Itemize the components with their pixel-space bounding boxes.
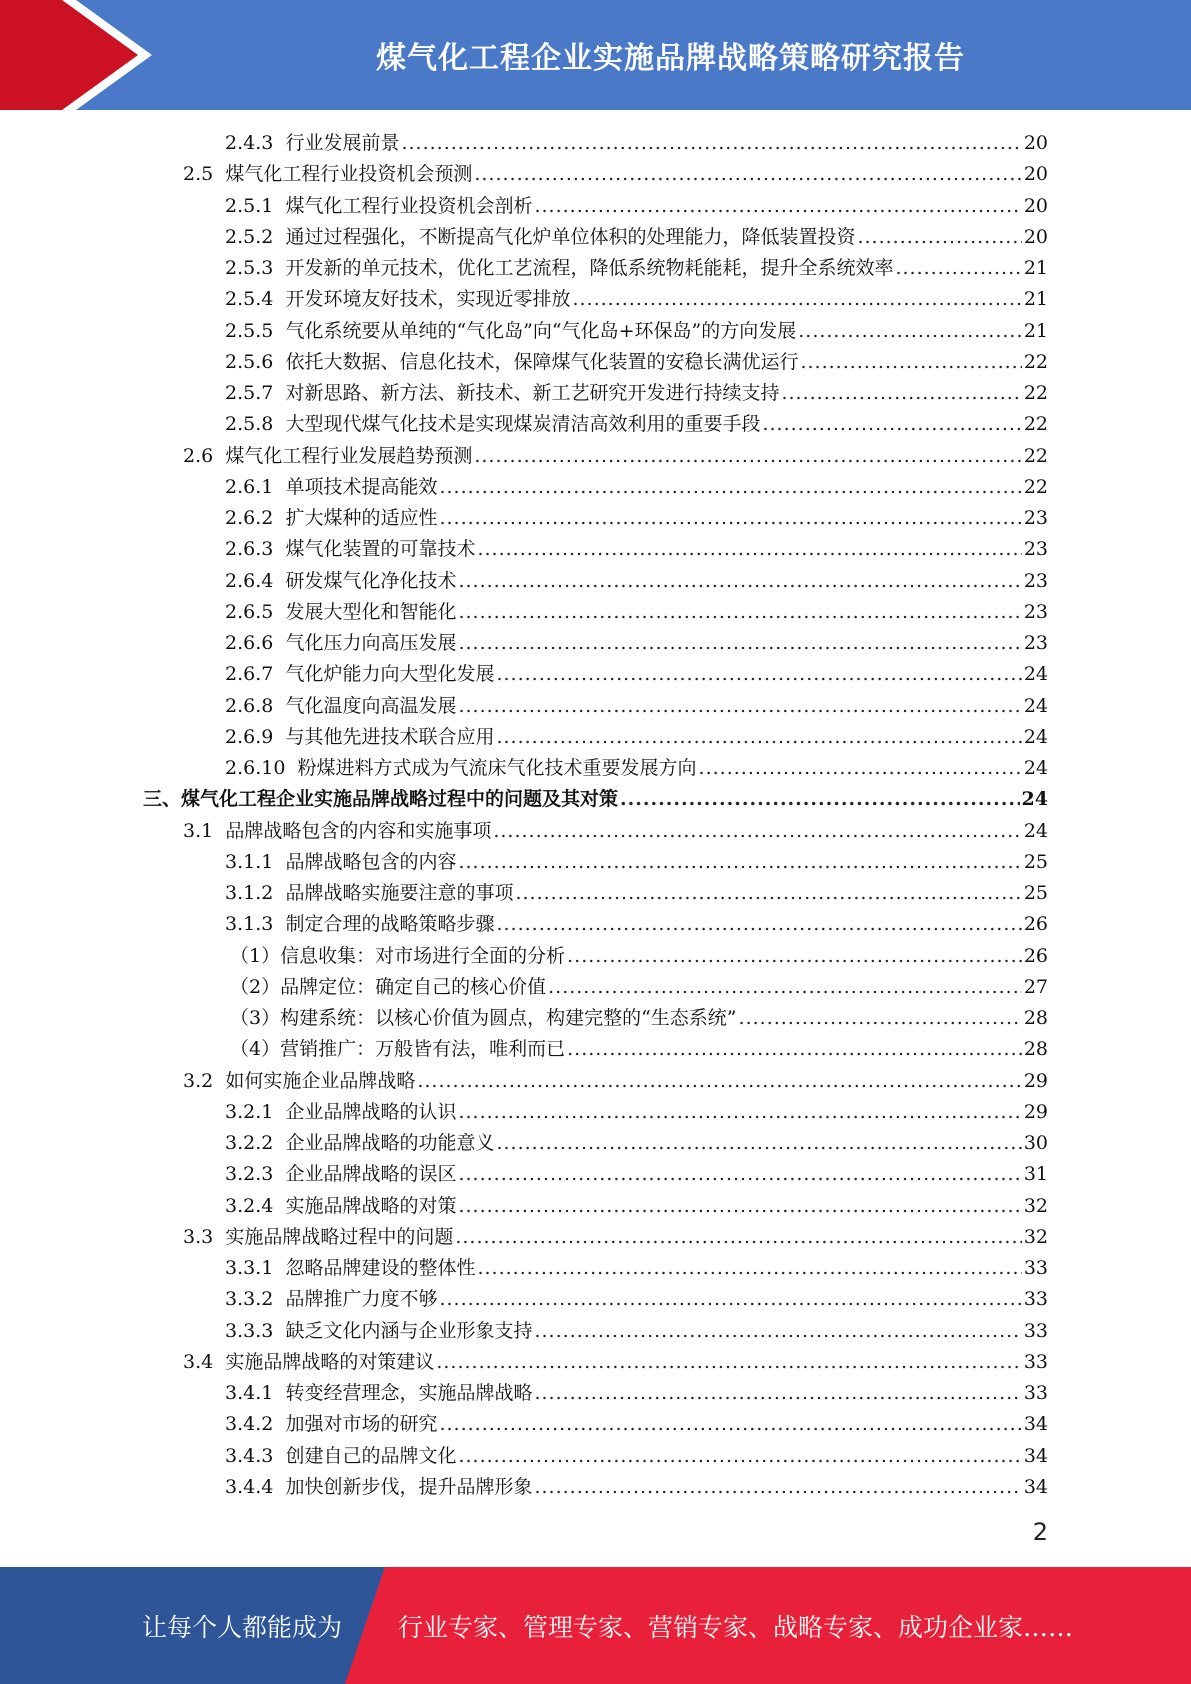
toc-entry-page: 26: [1023, 944, 1048, 967]
page-number: 2: [1032, 1518, 1048, 1546]
toc-entry-page: 24: [1023, 694, 1048, 717]
toc-entry-number: 3.4: [183, 1350, 214, 1373]
toc-entry-title: 研发煤气化净化技术: [285, 569, 457, 592]
toc-leader-dots: [620, 784, 1020, 815]
toc-entry-title: 扩大煤种的适应性: [285, 507, 438, 529]
toc-entry-number: 2.5.2: [225, 225, 274, 248]
toc-entry-number: 2.5.6: [225, 350, 274, 373]
toc-entry[interactable]: [225, 316, 1048, 347]
toc-entry-gap: [273, 659, 285, 690]
toc-entry[interactable]: [225, 566, 1048, 597]
toc-entry-page: 27: [1023, 975, 1048, 998]
toc-entry-title: 对新思路、新方法、新技术、新工艺研究开发进行持续支持: [285, 382, 780, 404]
toc-entry-page: 32: [1023, 1194, 1048, 1217]
toc-entry-number: 2.6.4: [225, 569, 274, 592]
toc-entry-number: 2.5.5: [225, 319, 274, 342]
toc-leader-dots: [496, 909, 1021, 940]
toc-leader-dots: [534, 1316, 1021, 1347]
toc-entry-page: 24: [1023, 819, 1048, 842]
toc-entry-page: 34: [1023, 1475, 1048, 1498]
footer-banner: [0, 1567, 1191, 1684]
toc-entry-number: 2.5.1: [225, 194, 274, 217]
toc-entry-gap: [273, 347, 285, 378]
document-title: 煤气化工程企业实施品牌战略策略研究报告: [376, 41, 965, 76]
toc-entry-title: 开发环境友好技术，实现近零排放: [285, 288, 571, 311]
toc-entry-number: 2.6.1: [225, 475, 274, 498]
toc-entry[interactable]: [225, 191, 1048, 222]
toc-entry-number: 2.6.7: [225, 663, 274, 686]
toc-entry-page: 23: [1023, 632, 1048, 654]
toc-entry-number: （1）: [230, 944, 281, 967]
toc-entry-number: 3.2.3: [225, 1163, 274, 1186]
toc-entry-gap: [273, 128, 285, 159]
toc-entry-number: 3.1.2: [225, 882, 274, 904]
toc-leader-dots: [477, 1253, 1021, 1284]
toc-leader-dots: [895, 253, 1021, 284]
toc-entry-title: 转变经营理念，实施品牌战略: [285, 1382, 533, 1404]
toc-entry-title: 创建自己的品牌文化: [285, 1444, 457, 1467]
toc-leader-dots: [496, 722, 1021, 753]
toc-entry-number: 2.6.2: [225, 507, 274, 529]
toc-entry-page: 34: [1023, 1444, 1048, 1467]
toc-entry-page: 28: [1023, 1007, 1048, 1029]
toc-entry[interactable]: [225, 1316, 1048, 1347]
toc-entry-gap: [273, 1409, 285, 1440]
toc-entry-gap: [273, 1284, 285, 1315]
toc-entry-title: 发展大型化和智能化: [285, 600, 457, 623]
toc-entry[interactable]: [225, 597, 1048, 628]
toc-leader-dots: [567, 1034, 1022, 1065]
toc-entry-number: （4）: [230, 1038, 281, 1061]
toc-entry-gap: [273, 409, 285, 440]
toc-entry-gap: [213, 159, 225, 190]
toc-leader-dots: [417, 1066, 1021, 1097]
toc-entry-page: 20: [1023, 132, 1048, 154]
toc-entry[interactable]: [183, 159, 1048, 190]
toc-entry[interactable]: [230, 1003, 1048, 1034]
toc-entry[interactable]: [230, 941, 1048, 972]
toc-entry-gap: [273, 847, 285, 878]
toc-entry-gap: [273, 597, 285, 628]
toc-entry-number: （2）: [230, 975, 281, 998]
toc-leader-dots: [762, 409, 1021, 440]
toc-entry-number: 2.6.8: [225, 694, 274, 717]
toc-entry-number: 2.6.9: [225, 725, 274, 748]
toc-entry-title: 企业品牌战略的误区: [285, 1163, 457, 1186]
toc-entry-number: 3.1.3: [225, 913, 274, 936]
toc-entry[interactable]: [183, 1347, 1048, 1378]
toc-entry[interactable]: [225, 628, 1048, 659]
toc-entry-gap: [285, 753, 297, 784]
toc-entry[interactable]: [225, 659, 1048, 690]
toc-entry-title: 煤气化工程企业实施品牌战略过程中的问题及其对策: [181, 788, 619, 811]
toc-entry-number: 3.4.3: [225, 1444, 274, 1467]
toc-entry-title: 品牌战略包含的内容: [285, 850, 457, 873]
toc-entry[interactable]: [225, 1191, 1048, 1222]
toc-entry-title: 行业发展前景: [285, 132, 400, 154]
toc-entry[interactable]: [230, 1034, 1048, 1065]
toc-entry-page: 29: [1023, 1069, 1048, 1092]
toc-leader-dots: [439, 1284, 1021, 1315]
toc-entry-gap: [273, 472, 285, 503]
toc-entry-title: 加快创新步伐，提升品牌形象: [285, 1475, 533, 1498]
toc-entry-page: 25: [1023, 882, 1048, 904]
toc-entry-page: 22: [1023, 444, 1048, 467]
toc-leader-dots: [798, 316, 1022, 347]
toc-leader-dots: [455, 1222, 1021, 1253]
toc-entry-gap: [273, 1378, 285, 1409]
toc-leader-dots: [436, 1347, 1021, 1378]
toc-entry-title: 粉煤进料方式成为气流床气化技术重要发展方向: [297, 757, 697, 779]
toc-entry-page: 23: [1023, 600, 1048, 623]
toc-entry-page: 29: [1023, 1100, 1048, 1123]
footer-slogan-left: 让每个人都能成为: [142, 1612, 343, 1642]
toc-entry-number: 3.4.2: [225, 1413, 274, 1436]
toc-entry[interactable]: [225, 472, 1048, 503]
toc-entry[interactable]: [183, 1222, 1048, 1253]
toc-leader-dots: [458, 566, 1021, 597]
toc-entry-title: 煤气化装置的可靠技术: [285, 538, 476, 561]
toc-entry-gap: [273, 1128, 285, 1159]
toc-entry-page: 22: [1023, 475, 1048, 498]
toc-entry[interactable]: [225, 1378, 1048, 1409]
toc-entry-title: 煤气化工程行业投资机会剖析: [285, 194, 533, 217]
toc-entry-title: 与其他先进技术联合应用: [285, 725, 495, 748]
toc-entry-page: 22: [1023, 382, 1048, 404]
toc-entry[interactable]: [225, 1253, 1048, 1284]
toc-entry-gap: [213, 1066, 225, 1097]
toc-leader-dots: [474, 441, 1021, 472]
toc-leader-dots: [458, 1191, 1021, 1222]
toc-entry-number: 2.6.10: [225, 757, 286, 779]
toc-entry-page: 24: [1021, 788, 1048, 811]
toc-leader-dots: [458, 847, 1021, 878]
toc-entry-page: 24: [1023, 663, 1048, 686]
toc-leader-dots: [496, 659, 1021, 690]
toc-entry-gap: [273, 1472, 285, 1503]
toc-entry-number: 3.4.1: [225, 1382, 274, 1404]
toc-entry-page: 21: [1023, 288, 1048, 311]
toc-entry-title: 气化系统要从单纯的“气化岛”向“气化岛+环保岛”的方向发展: [285, 319, 797, 342]
toc-entry-title: 品牌推广力度不够: [285, 1288, 438, 1311]
toc-entry-number: 3.3.3: [225, 1319, 274, 1342]
toc-leader-dots: [401, 128, 1021, 159]
toc-entry-gap: [273, 503, 285, 534]
toc-entry[interactable]: [225, 409, 1048, 440]
toc-entry-page: 26: [1023, 913, 1048, 936]
toc-entry-page: 28: [1023, 1038, 1048, 1061]
toc-entry-title: 煤气化工程行业发展趋势预测: [225, 444, 473, 467]
toc-leader-dots: [739, 1003, 1022, 1034]
toc-entry-page: 31: [1023, 1163, 1048, 1186]
toc-entry-gap: [273, 1441, 285, 1472]
toc-entry[interactable]: [225, 222, 1048, 253]
toc-entry-title: 实施品牌战略的对策建议: [225, 1350, 435, 1373]
toc-entry-page: 33: [1023, 1257, 1048, 1279]
toc-entry[interactable]: [225, 753, 1048, 784]
toc-entry-page: 33: [1023, 1382, 1048, 1404]
toc-entry[interactable]: [225, 1409, 1048, 1440]
toc-entry-gap: [213, 441, 225, 472]
toc-entry-gap: [273, 1191, 285, 1222]
toc-leader-dots: [781, 378, 1021, 409]
toc-entry-title: 单项技术提高能效: [285, 475, 438, 498]
toc-leader-dots: [534, 1472, 1021, 1503]
toc-entry-page: 25: [1023, 850, 1048, 873]
toc-entry[interactable]: [225, 722, 1048, 753]
toc-entry-gap: [273, 284, 285, 315]
toc-entry[interactable]: [143, 784, 1048, 815]
toc-entry-gap: [273, 909, 285, 940]
toc-entry-number: 3.3.2: [225, 1288, 274, 1311]
toc-entry-title: 企业品牌战略的功能意义: [285, 1132, 495, 1154]
toc-entry[interactable]: [225, 1128, 1048, 1159]
toc-entry-title: 品牌战略实施要注意的事项: [285, 882, 514, 904]
footer-slogan-right: 行业专家、管理专家、营销专家、战略专家、成功企业家……: [398, 1612, 1074, 1642]
toc-leader-dots: [439, 1409, 1021, 1440]
toc-leader-dots: [458, 1159, 1021, 1190]
toc-entry[interactable]: [230, 972, 1048, 1003]
toc-entry-title: 开发新的单元技术，优化工艺流程，降低系统物耗能耗，提升全系统效率: [285, 257, 894, 279]
toc-entry-page: 33: [1023, 1350, 1048, 1373]
toc-entry-page: 20: [1023, 163, 1048, 186]
toc-entry-page: 21: [1023, 319, 1048, 342]
toc-entry-number: 2.4.3: [225, 132, 274, 154]
toc-leader-dots: [534, 1378, 1021, 1409]
toc-entry-number: 2.6.5: [225, 600, 274, 623]
toc-entry[interactable]: [183, 441, 1048, 472]
toc-entry[interactable]: [225, 1441, 1048, 1472]
toc-entry[interactable]: [225, 503, 1048, 534]
toc-entry-page: 20: [1023, 225, 1048, 248]
toc-entry-number: （3）: [230, 1007, 281, 1029]
toc-entry-title: 加强对市场的研究: [285, 1413, 438, 1436]
toc-entry-page: 33: [1023, 1319, 1048, 1342]
toc-entry-gap: [273, 222, 285, 253]
toc-entry-gap: [273, 1253, 285, 1284]
toc-entry-title: 依托大数据、信息化技术，保障煤气化装置的安稳长满优运行: [285, 350, 799, 373]
toc-entry-number: 3.2.4: [225, 1194, 274, 1217]
toc-leader-dots: [477, 534, 1021, 565]
toc-entry-title: 气化温度向高温发展: [285, 694, 457, 717]
toc-entry[interactable]: [183, 816, 1048, 847]
header-banner: [0, 0, 1191, 110]
toc-entry-gap: [273, 1316, 285, 1347]
toc-entry[interactable]: [225, 284, 1048, 315]
toc-entry-number: 3.2: [183, 1069, 214, 1092]
toc-leader-dots: [474, 159, 1021, 190]
toc-entry-title: 构建系统：以核心价值为圆点，构建完整的“生态系统”: [280, 1007, 737, 1029]
toc-leader-dots: [458, 691, 1021, 722]
toc-entry-number: 2.5: [183, 163, 214, 186]
toc-entry-gap: [273, 1159, 285, 1190]
toc-entry-page: 22: [1023, 413, 1048, 436]
toc-leader-dots: [493, 816, 1021, 847]
toc-entry-page: 34: [1023, 1413, 1048, 1436]
toc-entry[interactable]: [225, 847, 1048, 878]
toc-entry-number: 三、: [143, 788, 182, 811]
toc-entry-number: 2.5.4: [225, 288, 274, 311]
toc-leader-dots: [458, 1097, 1021, 1128]
toc-entry-gap: [273, 253, 285, 284]
toc-entry[interactable]: [183, 1066, 1048, 1097]
toc-entry-page: 24: [1023, 757, 1048, 779]
toc-entry-title: 气化压力向高压发展: [285, 632, 457, 654]
toc-entry-page: 23: [1023, 507, 1048, 529]
toc-leader-dots: [857, 222, 1021, 253]
toc-entry-number: 3.3.1: [225, 1257, 274, 1279]
toc-entry-title: 信息收集：对市场进行全面的分析: [280, 944, 566, 967]
toc-entry-number: 3.2.1: [225, 1100, 274, 1123]
toc-entry-page: 32: [1023, 1225, 1048, 1248]
header-red-arrow: [0, 0, 150, 110]
toc-entry-title: 实施品牌战略过程中的问题: [225, 1225, 454, 1248]
toc-entry-number: 2.6.6: [225, 632, 274, 654]
toc-entry-gap: [273, 691, 285, 722]
toc-leader-dots: [458, 1441, 1021, 1472]
toc-entry-title: 缺乏文化内涵与企业形象支持: [285, 1319, 533, 1342]
toc-entry-gap: [273, 1097, 285, 1128]
toc-entry-page: 22: [1023, 350, 1048, 373]
toc-entry-gap: [273, 534, 285, 565]
toc-entry[interactable]: [225, 691, 1048, 722]
toc-entry-number: 2.5.8: [225, 413, 274, 436]
toc-entry-number: 3.2.2: [225, 1132, 274, 1154]
toc-entry[interactable]: [225, 128, 1048, 159]
toc-entry[interactable]: [225, 878, 1048, 909]
toc-entry[interactable]: [225, 1159, 1048, 1190]
toc-entry-gap: [213, 1347, 225, 1378]
toc-entry[interactable]: [225, 909, 1048, 940]
toc-entry-number: 2.6.3: [225, 538, 274, 561]
toc-leader-dots: [515, 878, 1021, 909]
toc-entry-page: 30: [1023, 1132, 1048, 1154]
toc-entry-gap: [213, 1222, 225, 1253]
toc-leader-dots: [572, 284, 1021, 315]
toc-entry-gap: [273, 191, 285, 222]
toc-entry-number: 2.5.3: [225, 257, 274, 279]
toc-entry[interactable]: [225, 1472, 1048, 1503]
toc-entry-title: 品牌定位：确定自己的核心价值: [280, 975, 547, 998]
toc-entry-title: 气化炉能力向大型化发展: [285, 663, 495, 686]
toc-entry-title: 品牌战略包含的内容和实施事项: [225, 819, 492, 842]
toc-entry[interactable]: [225, 1284, 1048, 1315]
toc-entry-title: 大型现代煤气化技术是实现煤炭清洁高效利用的重要手段: [285, 413, 761, 436]
toc-entry-page: 23: [1023, 538, 1048, 561]
toc-entry-page: 33: [1023, 1288, 1048, 1311]
toc-entry[interactable]: [225, 534, 1048, 565]
toc-entry-number: 3.3: [183, 1225, 214, 1248]
toc-entry-gap: [273, 628, 285, 659]
toc-leader-dots: [699, 753, 1022, 784]
toc-leader-dots: [496, 1128, 1021, 1159]
toc-leader-dots: [800, 347, 1021, 378]
toc-entry-title: 企业品牌战略的认识: [285, 1100, 457, 1123]
toc-entry-page: 21: [1023, 257, 1048, 279]
toc-entry-title: 通过过程强化，不断提高气化炉单位体积的处理能力，降低装置投资: [285, 225, 856, 248]
toc-entry-number: 3.1.1: [225, 850, 274, 873]
toc-entry[interactable]: [225, 378, 1048, 409]
toc-leader-dots: [439, 472, 1021, 503]
toc-entry-number: 2.6: [183, 444, 214, 467]
toc-entry-title: 煤气化工程行业投资机会预测: [225, 163, 473, 186]
toc-entry-title: 营销推广：万般皆有法，唯利而已: [280, 1038, 566, 1061]
toc-entry-gap: [273, 878, 285, 909]
toc-entry-gap: [273, 316, 285, 347]
toc-leader-dots: [534, 191, 1021, 222]
toc-leader-dots: [439, 503, 1021, 534]
toc-entry[interactable]: [225, 253, 1048, 284]
toc-entry-title: 实施品牌战略的对策: [285, 1194, 457, 1217]
toc-entry-title: 如何实施企业品牌战略: [225, 1069, 416, 1092]
toc-entry-page: 20: [1023, 194, 1048, 217]
toc-entry-gap: [273, 378, 285, 409]
toc-leader-dots: [458, 597, 1021, 628]
toc-leader-dots: [548, 972, 1022, 1003]
toc-entry-title: 制定合理的战略策略步骤: [285, 913, 495, 936]
toc-entry-number: 2.5.7: [225, 382, 274, 404]
toc-entry-title: 忽略品牌建设的整体性: [285, 1257, 476, 1279]
toc-leader-dots: [458, 628, 1021, 659]
toc-entry-page: 23: [1023, 569, 1048, 592]
toc-entry-number: 3.4.4: [225, 1475, 274, 1498]
toc-entry-gap: [273, 722, 285, 753]
toc-entry-gap: [273, 566, 285, 597]
toc-leader-dots: [567, 941, 1022, 972]
toc-entry-gap: [213, 816, 225, 847]
toc-entry-number: 3.1: [183, 819, 214, 842]
toc-entry[interactable]: [225, 1097, 1048, 1128]
toc-entry[interactable]: [225, 347, 1048, 378]
toc-entry-page: 24: [1023, 725, 1048, 748]
